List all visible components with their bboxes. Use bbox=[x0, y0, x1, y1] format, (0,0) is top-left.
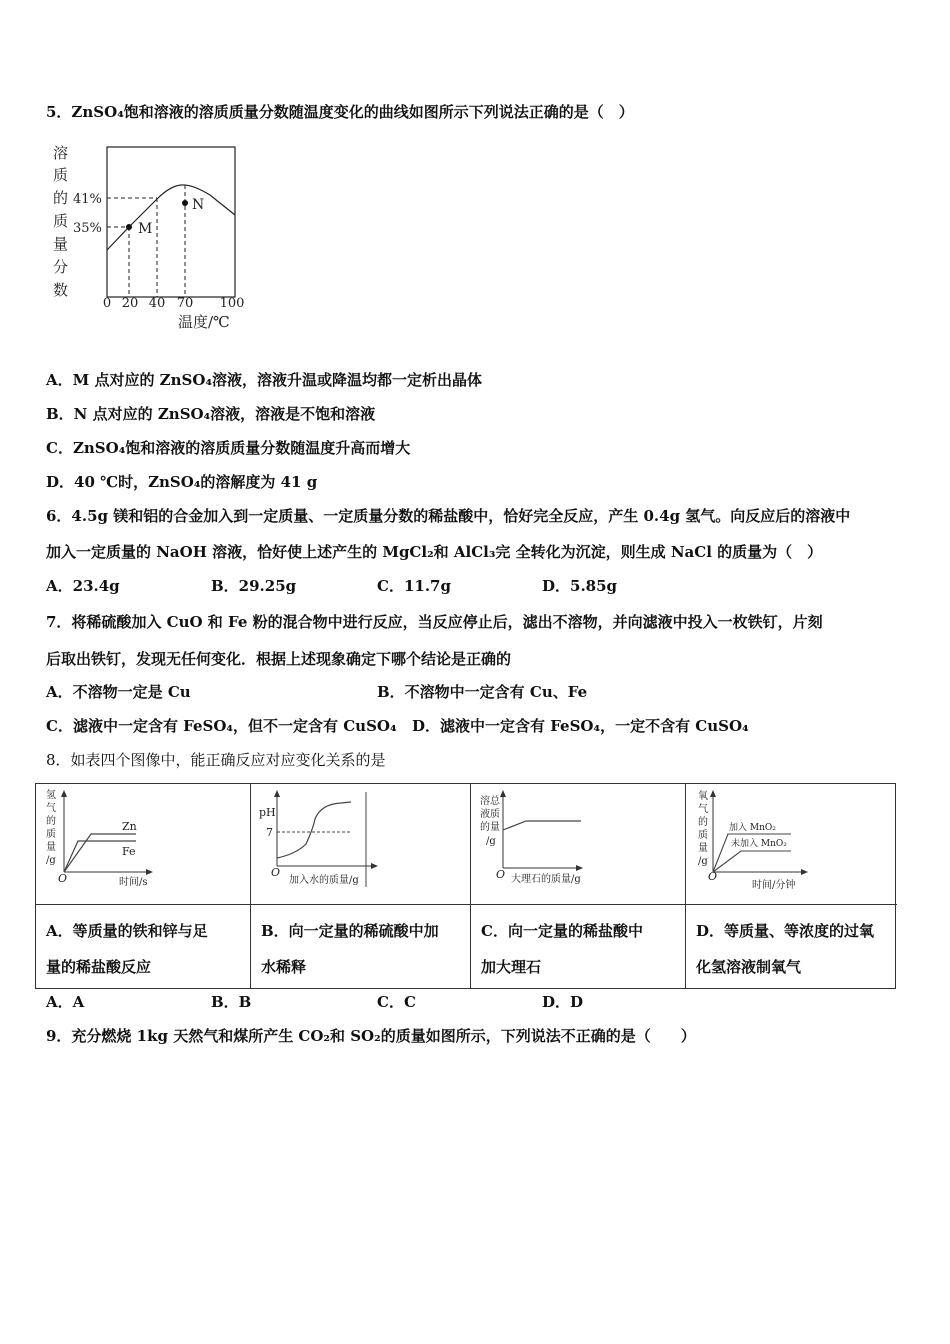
svg-text:质: 质 bbox=[698, 830, 708, 841]
svg-text:数: 数 bbox=[53, 281, 69, 299]
svg-text:量: 量 bbox=[698, 843, 708, 854]
q9-stem: 9．充分燃烧 1kg 天然气和煤所产生 CO₂和 SO₂的质量如图所示，下列说法不正确的是（ ） bbox=[46, 1027, 696, 1045]
svg-text:100: 100 bbox=[219, 296, 245, 311]
q8-option-d[interactable]: D．D bbox=[542, 993, 584, 1011]
svg-text:35%: 35% bbox=[73, 221, 102, 236]
svg-text:40: 40 bbox=[148, 296, 166, 311]
svg-text:溶总: 溶总 bbox=[480, 796, 500, 807]
q6-option-c[interactable]: C．11.7g bbox=[377, 577, 451, 595]
svg-text:0: 0 bbox=[102, 296, 112, 311]
svg-text:20: 20 bbox=[121, 296, 139, 311]
q8-cell-a bbox=[36, 784, 251, 988]
svg-text:质: 质 bbox=[53, 166, 69, 184]
svg-text:O: O bbox=[58, 872, 68, 885]
q8-cell-c-text: C．向一定量的稀盐酸中 加大理石 bbox=[471, 904, 685, 990]
q5-solubility-graph bbox=[40, 135, 280, 335]
svg-text:加入水的质量/g: 加入水的质量/g bbox=[289, 875, 359, 886]
svg-text:70: 70 bbox=[176, 296, 194, 311]
svg-text:N: N bbox=[192, 197, 205, 213]
svg-text:溶: 溶 bbox=[53, 144, 69, 162]
svg-text:温度/℃: 温度/℃ bbox=[178, 313, 230, 331]
q7-option-b[interactable]: B．不溶物中一定含有 Cu、Fe bbox=[377, 683, 588, 701]
q7-option-d[interactable]: D．滤液中一定含有 FeSO₄，一定不含有 CuSO₄ bbox=[412, 717, 749, 735]
q5-y-axis-label bbox=[53, 144, 68, 299]
q5-option-d[interactable]: D．40 ℃时，ZnSO₄的溶解度为 41 g bbox=[46, 473, 318, 491]
svg-text:M: M bbox=[138, 221, 153, 237]
q8-table bbox=[35, 783, 896, 989]
q8-cell-d bbox=[686, 784, 897, 988]
svg-text:的: 的 bbox=[53, 189, 69, 207]
svg-text:液质: 液质 bbox=[480, 809, 500, 820]
q7-option-c[interactable]: C．滤液中一定含有 FeSO₄，但不一定含有 CuSO₄ bbox=[46, 717, 397, 735]
svg-text:质: 质 bbox=[46, 829, 56, 840]
q6-option-a[interactable]: A．23.4g bbox=[46, 577, 120, 595]
q8-cell-a-text: A．等质量的铁和锌与足 量的稀盐酸反应 bbox=[36, 904, 250, 990]
svg-text:质: 质 bbox=[53, 212, 69, 230]
svg-text:未加入 MnO₂: 未加入 MnO₂ bbox=[731, 839, 787, 849]
svg-text:pH: pH bbox=[259, 806, 276, 819]
q6-stem-line2: 加入一定质量的 NaOH 溶液，恰好使上述产生的 MgCl₂和 AlCl₃完 全转化为沉淀，则生成 NaCl 的质量为（ ） bbox=[46, 543, 823, 561]
svg-text:Fe: Fe bbox=[122, 845, 136, 858]
q8-option-c[interactable]: C．C bbox=[377, 993, 416, 1011]
svg-text:的: 的 bbox=[698, 817, 708, 828]
svg-text:的量: 的量 bbox=[480, 822, 500, 833]
svg-text:氢: 氢 bbox=[46, 790, 56, 801]
svg-text:量: 量 bbox=[53, 235, 69, 253]
q8-graph-c bbox=[471, 784, 684, 904]
q7-stem-line1: 7．将稀硫酸加入 CuO 和 Fe 粉的混合物中进行反应，当反应停止后，滤出不溶物，并向滤液中投入一枚铁钉，片刻 bbox=[46, 613, 823, 631]
q8-cell-b-text: B．向一定量的稀硫酸中加 水稀释 bbox=[251, 904, 470, 990]
q5-option-a[interactable]: A．M 点对应的 ZnSO₄溶液，溶液升温或降温均都一定析出晶体 bbox=[46, 371, 483, 389]
svg-text:氧: 氧 bbox=[698, 791, 708, 802]
q8-option-b[interactable]: B．B bbox=[211, 993, 252, 1011]
q5-curve bbox=[107, 185, 235, 250]
svg-text:气: 气 bbox=[698, 804, 708, 815]
svg-text:的: 的 bbox=[46, 816, 56, 827]
q6-stem-line1: 6．4.5g 镁和铝的合金加入到一定质量、一定质量分数的稀盐酸中，恰好完全反应，产生 0.4g 氢气。向反应后的溶液中 bbox=[46, 507, 851, 525]
svg-text:分: 分 bbox=[53, 258, 69, 276]
q8-cell-c bbox=[471, 784, 686, 988]
svg-text:O: O bbox=[271, 866, 281, 879]
svg-text:/g: /g bbox=[46, 855, 56, 866]
svg-text:时间/分钟: 时间/分钟 bbox=[752, 880, 796, 891]
q5-option-b[interactable]: B．N 点对应的 ZnSO₄溶液，溶液是不饱和溶液 bbox=[46, 405, 376, 423]
q7-option-a[interactable]: A．不溶物一定是 Cu bbox=[46, 683, 191, 701]
q8-graph-b bbox=[251, 784, 469, 904]
q5-option-c[interactable]: C．ZnSO₄饱和溶液的溶质质量分数随温度升高而增大 bbox=[46, 439, 411, 457]
svg-text:/g: /g bbox=[698, 856, 708, 867]
q8-stem: 8．如表四个图像中，能正确反应对应变化关系的是 bbox=[46, 751, 386, 769]
svg-text:气: 气 bbox=[46, 803, 56, 814]
q6-option-b[interactable]: B．29.25g bbox=[211, 577, 297, 595]
svg-text:41%: 41% bbox=[73, 192, 102, 207]
q7-stem-line2: 后取出铁钉，发现无任何变化．根据上述现象确定下哪个结论是正确的 bbox=[46, 650, 512, 668]
svg-text:大理石的质量/g: 大理石的质量/g bbox=[511, 874, 581, 885]
svg-text:时间/s: 时间/s bbox=[119, 877, 148, 888]
q5-stem: 5．ZnSO₄饱和溶液的溶质质量分数随温度变化的曲线如图所示下列说法正确的是（ ） bbox=[46, 103, 634, 121]
svg-text:O: O bbox=[496, 868, 506, 881]
q8-cell-d-text: D．等质量、等浓度的过氧 化氢溶液制氧气 bbox=[686, 904, 897, 990]
svg-text:/g: /g bbox=[486, 836, 496, 847]
q6-option-d[interactable]: D．5.85g bbox=[542, 577, 618, 595]
q8-graph-d bbox=[686, 784, 895, 904]
q8-cell-b bbox=[251, 784, 471, 988]
svg-text:加入 MnO₂: 加入 MnO₂ bbox=[729, 823, 776, 833]
svg-text:7: 7 bbox=[266, 826, 273, 839]
svg-text:O: O bbox=[708, 870, 718, 883]
q8-graph-a bbox=[36, 784, 249, 904]
svg-text:Zn: Zn bbox=[122, 820, 137, 833]
q8-option-a[interactable]: A．A bbox=[46, 993, 85, 1011]
svg-text:量: 量 bbox=[46, 842, 56, 853]
